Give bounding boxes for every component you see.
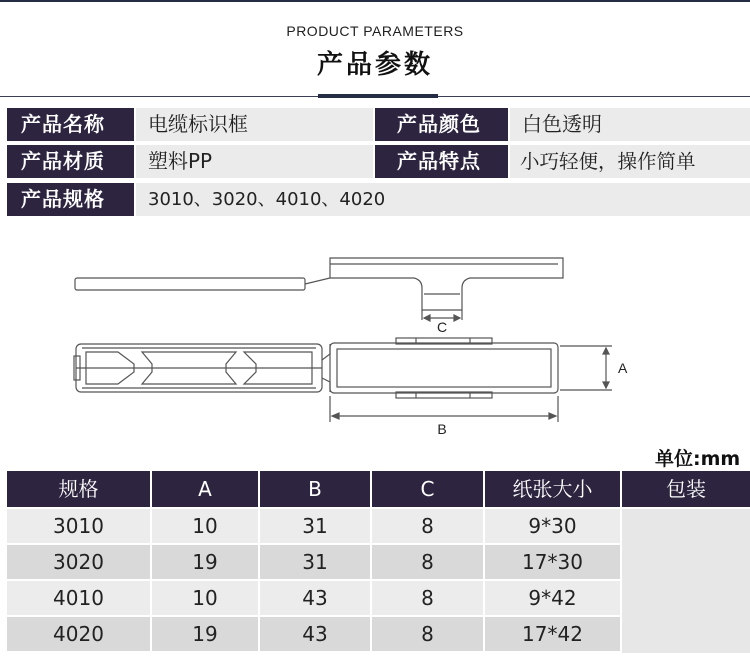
cell-paper: 17*42 xyxy=(485,617,620,651)
cell-c: 8 xyxy=(372,617,483,651)
name-label: 产品名称 xyxy=(7,108,134,141)
param-row-3 xyxy=(0,183,750,216)
cell-paper: 9*30 xyxy=(485,509,620,543)
cell-a: 10 xyxy=(152,509,258,543)
param-row-2 xyxy=(0,145,750,178)
cell-spec: 3010 xyxy=(7,509,150,543)
product-drawing xyxy=(0,240,750,440)
title-chinese: 产品参数 xyxy=(316,50,433,80)
label-strip-side xyxy=(75,278,305,290)
unit-label: 单位:mm xyxy=(655,448,741,470)
cell-c: 8 xyxy=(372,545,483,579)
cell-paper: 17*30 xyxy=(485,545,620,579)
cell-b: 31 xyxy=(260,509,370,543)
holder-front-view xyxy=(330,343,558,393)
cell-a: 10 xyxy=(152,581,258,615)
feature-label: 产品特点 xyxy=(375,145,508,178)
color-value: 白色透明 xyxy=(510,108,750,141)
material-value: 塑料PP xyxy=(136,145,373,178)
col-header-paper: 纸张大小 xyxy=(485,471,620,507)
spec-label: 产品规格 xyxy=(7,183,134,216)
dim-c-label: C xyxy=(436,319,448,335)
title-underline xyxy=(318,94,438,98)
col-header-a: A xyxy=(152,471,258,507)
param-row-1 xyxy=(0,108,750,141)
col-header-pack: 包装 xyxy=(622,471,750,507)
cell-b: 43 xyxy=(260,617,370,651)
color-label: 产品颜色 xyxy=(375,108,508,141)
cell-b: 43 xyxy=(260,581,370,615)
cell-c: 8 xyxy=(372,581,483,615)
cell-b: 31 xyxy=(260,545,370,579)
cell-a: 19 xyxy=(152,617,258,651)
packaging-cell xyxy=(622,509,750,653)
holder-side-view xyxy=(305,258,563,310)
cell-spec: 4010 xyxy=(7,581,150,615)
title-english: PRODUCT PARAMETERS xyxy=(286,23,464,39)
material-label: 产品材质 xyxy=(7,145,134,178)
cell-paper: 9*42 xyxy=(485,581,620,615)
cell-spec: 3020 xyxy=(7,545,150,579)
col-header-c: C xyxy=(372,471,483,507)
dim-b-label: B xyxy=(437,421,447,437)
dim-a-label: A xyxy=(618,360,628,376)
cell-a: 19 xyxy=(152,545,258,579)
name-value: 电缆标识框 xyxy=(136,108,373,141)
feature-value: 小巧轻便，操作简单 xyxy=(510,145,750,178)
spec-value: 3010、3020、4010、4020 xyxy=(136,183,750,216)
col-header-spec: 规格 xyxy=(7,471,150,507)
col-header-b: B xyxy=(260,471,370,507)
cell-c: 8 xyxy=(372,509,483,543)
top-rule xyxy=(0,0,750,2)
cell-spec: 4020 xyxy=(7,617,150,651)
